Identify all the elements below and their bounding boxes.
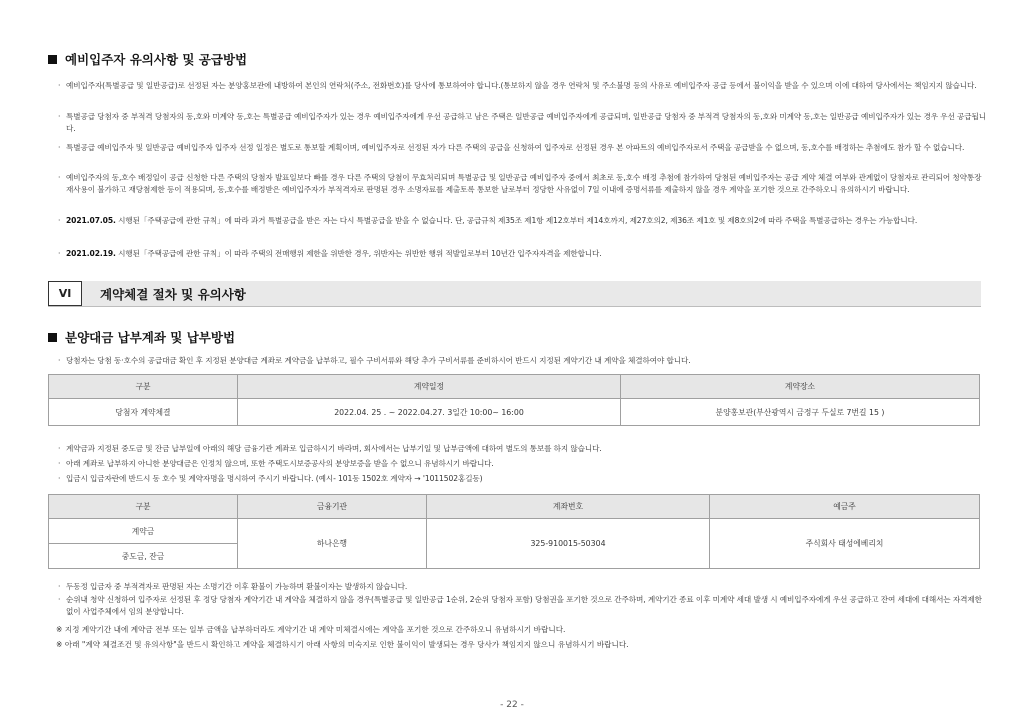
- table-header: 계약일정: [238, 375, 621, 399]
- reserve-bullet-3: · 특별공급 예비입주자 및 일반공급 예비입주자 입주자 선정 일정은 별도로 통보할 계획이며, 예비입주자로 선정된 자가 다른 주택의 공급을 신청하여 입주자로 선정된 경우 본 아파트의 예비입주자로서 주택을 공급받을 수 없으며, 동,호수를 배정하는 추첨에도 참가 할 수 없습니다.: [58, 143, 965, 152]
- chapter-title: 계약체결 절차 및 유의사항: [100, 287, 246, 302]
- reserve-bullet-2: · 특별공급 당첨자 중 부적격 당첨자의 동,호와 미계약 동,호는 특별공급 예비입주자가 있는 경우 예비입주자에게 우선 공급하고 남은 주택은 일반공급 예비입주자에게 공급되며, 일반공급 당첨자 중 부적격 당첨자의 동,호와 미계약 동,호는 일반공급 예비입주자가 있는 경우 우선 공급됩니다.: [58, 112, 987, 134]
- table-cell: 당첨자 계약체결: [49, 399, 238, 426]
- table-header: 구분: [49, 495, 238, 519]
- page-number: - 22 -: [500, 700, 524, 710]
- table-row: [49, 399, 980, 426]
- table-header: 구분: [49, 375, 238, 399]
- reserve-bullet-6: · 2021.02.19. 시행된「주택공급에 관한 규칙」이 따라 주택의 전매행위 제한을 위반한 경우, 위반자는 위반한 행위 적발일로부터 10년간 입주자자격을 제한합니다.: [58, 249, 602, 258]
- square-bullet-icon: [48, 55, 57, 64]
- table-cell: 중도금, 잔금: [49, 544, 238, 569]
- chapter-number: VI: [48, 281, 82, 306]
- square-bullet-icon: [48, 333, 57, 342]
- after-bullet-2: · 순위내 청약 신청하여 입주자로 선정된 후 정당 당첨자 계약기간 내 계약을 체결하지 않을 경우(특별공급 및 일반공급 1순위, 2순위 당첨자 포함) 당첨권을 포기한 것으로 간주하며, 계약기간 종료 이후 미계약 세대 발생 시 예비입주자에게 우선 공급하고 잔여 세대에 대해서는 자격제한 없이 사업주체에서 임의 분양합니다.: [58, 595, 982, 617]
- account-number-cell: 325-910015-50304: [427, 519, 710, 569]
- section-title-payment: 분양대금 납부계좌 및 납부방법: [48, 328, 235, 346]
- contract-schedule-table: [48, 374, 980, 426]
- table-row: [49, 519, 980, 544]
- table-header: 예금주: [710, 495, 980, 519]
- note-1: ※ 지정 계약기간 내에 계약금 전부 또는 일부 금액을 납부하더라도 계약기간 내 계약 미체결시에는 계약을 포기한 것으로 간주하오니 유념하시기 바랍니다.: [56, 625, 566, 634]
- payment-bullet-2: · 아래 계좌로 납부하지 아니한 분양대금은 인정치 않으며, 또한 주택도시보증공사의 분양보증을 받을 수 없으니 유념하시기 바랍니다.: [58, 459, 494, 468]
- payment-intro: · 당첨자는 당첨 동·호수의 공급대금 확인 후 지정된 분양대금 계좌로 계약금을 납부하고, 필수 구비서류와 해당 추가 구비서류를 준비하시어 반드시 지정된 계약기간 내 계약을 체결하여야 합니다.: [58, 356, 691, 365]
- reserve-bullet-5: · 2021.07.05. 시행된「주택공급에 관한 규칙」에 따라 과거 특별공급을 받은 자는 다시 특별공급을 받을 수 없습니다. 단, 공급규칙 제35조 제1항 제12호부터 제14호까지, 제27호의2, 제36조 제1호 및 제8호의2에 따라 주택을 특별공급하는 경우는 가능합니다.: [58, 216, 918, 225]
- bank-account-table: [48, 494, 980, 569]
- payment-bullet-1: · 계약금과 지정된 중도금 및 잔금 납부일에 아래의 해당 금융기관 계좌로 입금하시기 바라며, 회사에서는 납부기일 및 납부금액에 대하여 별도의 통보를 하지 않습니다.: [58, 444, 602, 453]
- reserve-bullet-1: · 예비입주자(특별공급 및 일반공급)로 선정된 자는 분양홍보관에 내방하여 본인의 연락처(주소, 전화번호)를 당사에 통보하여야 합니다.(통보하지 않을 경우 연락처 및 주소불명 등의 사유로 예비입주자 공급 등에서 불이익을 받을 수 있으며 이에 대하여 당사에서는 책임지지 않습니다.: [58, 81, 977, 90]
- after-bullet-1: · 두동정 입금자 중 부적격자로 판명된 자는 소명기간 이후 환불이 가능하며 환불이자는 발생하지 않습니다.: [58, 582, 408, 591]
- table-header: 계좌번호: [427, 495, 710, 519]
- reserve-bullet-4: · 예비입주자의 동,호수 배정일이 공급 신청한 다른 주택의 당첨자 발표일보다 빠를 경우 다른 주택의 당첨이 무효처리되며 특별공급 및 일반공급 예비입주자 중에서 최초로 동,호수 배정 추첨에 참가하여 당첨된 예비입주자는 공급 계약 체결 여부와 관계없이 당첨자로 관리되어 청약통장 재사용이 불가하고 재당첨제한 등이 적용되며, 동,호수를 배정받은 예비입주자가 부적격자로 판명된 경우 소명자료를 제출토록 통보한 날로부터 정당한 사유없이 7일 이내에 증명서류를 제출하지 않을 경우 계약을 포기한 것으로 간주하오니 유의하시기 바랍니다.: [58, 173, 982, 195]
- table-header: 계약장소: [621, 375, 980, 399]
- note-2: ※ 아래 "계약 체결조건 및 유의사항"을 반드시 확인하고 계약을 체결하시기 아래 사항의 미숙지로 인한 불이익이 발생되는 경우 당사가 책임지지 않으니 유념하시기 바랍니다.: [56, 640, 629, 649]
- chapter-header: [48, 281, 981, 307]
- account-holder-cell: 주식회사 태성에베리치: [710, 519, 980, 569]
- bank-name-cell: 하나은행: [238, 519, 427, 569]
- payment-bullet-3: · 입금시 입금자란에 반드시 동 호수 및 계약자명을 명시하여 주시기 바랍니다. (예시- 101동 1502호 계약자 → '1011502홍길동): [58, 474, 483, 483]
- table-cell: 계약금: [49, 519, 238, 544]
- table-header-row: [49, 495, 980, 519]
- table-header: 금융기관: [238, 495, 427, 519]
- section-title-reserve: 예비입주자 유의사항 및 공급방법: [48, 50, 247, 68]
- table-cell: 분양홍보관(부산광역시 금정구 두실로 7번길 15 ): [621, 399, 980, 426]
- table-cell: 2022.04. 25 . ~ 2022.04.27. 3일간 10:00~ 16:00: [238, 399, 621, 426]
- table-header-row: [49, 375, 980, 399]
